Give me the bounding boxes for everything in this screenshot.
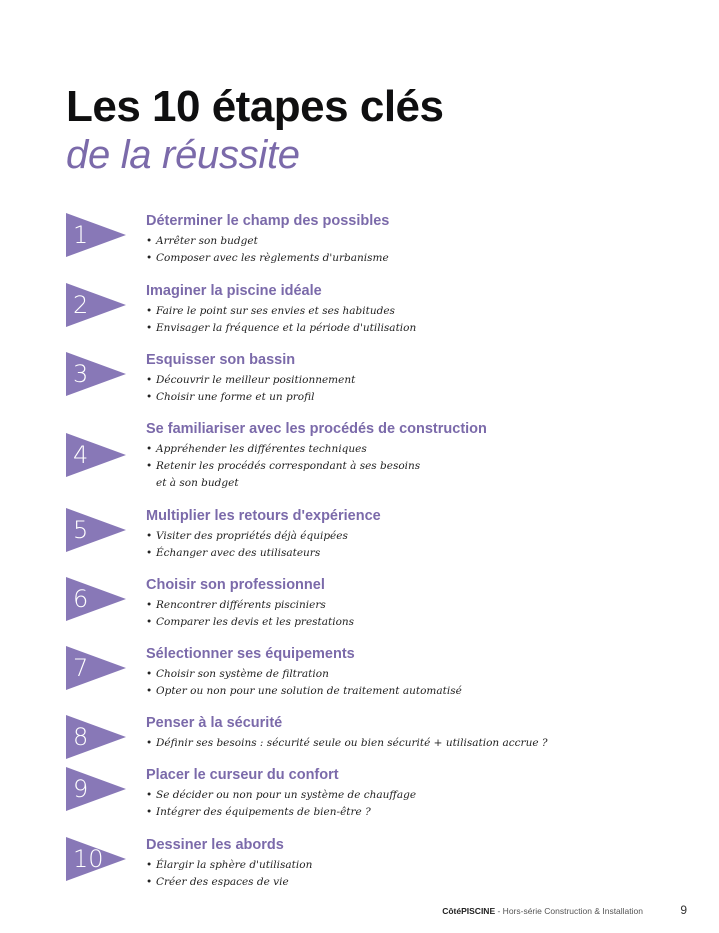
step-bullets xyxy=(146,233,666,267)
list-item: • Rencontrer différents pisciniers xyxy=(146,597,666,614)
list-item: • Échanger avec des utilisateurs xyxy=(146,545,666,562)
step-flag xyxy=(66,213,126,257)
step-number: 1 xyxy=(73,221,89,249)
step-bullets xyxy=(146,857,666,891)
step-bullets xyxy=(146,735,666,752)
step-content xyxy=(146,577,666,631)
step-bullets xyxy=(146,597,666,631)
list-item-continuation: et à son budget xyxy=(156,477,239,490)
step-flag xyxy=(66,837,126,881)
step-flag xyxy=(66,433,126,477)
list-item: • Envisager la fréquence et la période d'utilisation xyxy=(146,320,666,337)
step-content xyxy=(146,646,666,700)
step-title: Imaginer la piscine idéale xyxy=(146,283,322,299)
step-flag xyxy=(66,767,126,811)
list-item: • Retenir les procédés correspondant à ses besoins xyxy=(146,458,666,475)
list-item: • Composer avec les règlements d'urbanisme xyxy=(146,250,666,267)
step-bullets xyxy=(146,441,666,492)
step-number: 7 xyxy=(73,654,89,682)
list-item: • Se décider ou non pour un système de chauffage xyxy=(146,787,666,804)
step-content xyxy=(146,837,666,891)
step-content xyxy=(146,715,666,752)
step-title: Dessiner les abords xyxy=(146,837,284,853)
step-content xyxy=(146,283,666,337)
step-number: 4 xyxy=(73,441,89,469)
list-item: • Choisir une forme et un profil xyxy=(146,389,666,406)
step-title: Sélectionner ses équipements xyxy=(146,646,355,662)
step-bullets xyxy=(146,303,666,337)
step-bullets xyxy=(146,666,666,700)
footer-brand xyxy=(442,906,643,916)
step-title: Placer le curseur du confort xyxy=(146,767,339,783)
step-bullets xyxy=(146,372,666,406)
list-item: • Comparer les devis et les prestations xyxy=(146,614,666,631)
step-content xyxy=(146,508,666,562)
step-number: 3 xyxy=(73,360,89,388)
list-item: • Définir ses besoins : sécurité seule ou bien sécurité + utilisation accrue ? xyxy=(146,735,666,752)
list-item: • Faire le point sur ses envies et ses habitudes xyxy=(146,303,666,320)
list-item: • Intégrer des équipements de bien-être ? xyxy=(146,804,666,821)
step-number: 2 xyxy=(73,291,89,319)
step-number: 9 xyxy=(73,775,89,803)
step-flag xyxy=(66,715,126,759)
footer-edition: - Hors-série Construction & Installation xyxy=(495,906,643,916)
list-item: • Opter ou non pour une solution de traitement automatisé xyxy=(146,683,666,700)
list-item: • Appréhender les différentes techniques xyxy=(146,441,666,458)
step-title: Se familiariser avec les procédés de construction xyxy=(146,421,487,437)
step-title: Choisir son professionnel xyxy=(146,577,325,593)
step-content xyxy=(146,421,666,492)
list-item: • Créer des espaces de vie xyxy=(146,874,666,891)
step-flag xyxy=(66,352,126,396)
step-content xyxy=(146,213,666,267)
step-number: 6 xyxy=(73,585,89,613)
step-number: 10 xyxy=(73,845,104,873)
list-item: • Visiter des propriétés déjà équipées xyxy=(146,528,666,545)
step-title: Déterminer le champ des possibles xyxy=(146,213,390,229)
step-title: Penser à la sécurité xyxy=(146,715,283,731)
page-number: 9 xyxy=(680,903,687,917)
step-flag xyxy=(66,508,126,552)
step-number: 8 xyxy=(73,723,89,751)
step-flag xyxy=(66,577,126,621)
page-title: Les 10 étapes clés xyxy=(66,82,444,131)
page-footer xyxy=(0,902,719,922)
step-content xyxy=(146,352,666,406)
step-flag xyxy=(66,646,126,690)
page-subtitle: de la réussite xyxy=(66,132,300,177)
step-flag xyxy=(66,283,126,327)
footer-brand-name: CôtéPISCINE xyxy=(442,906,496,916)
step-content xyxy=(146,767,666,821)
step-title: Esquisser son bassin xyxy=(146,352,296,368)
step-number: 5 xyxy=(73,516,89,544)
step-bullets xyxy=(146,528,666,562)
list-item: • Élargir la sphère d'utilisation xyxy=(146,857,666,874)
step-bullets xyxy=(146,787,666,821)
list-item: • Arrêter son budget xyxy=(146,233,666,250)
list-item: • Choisir son système de filtration xyxy=(146,666,666,683)
list-item: • Découvrir le meilleur positionnement xyxy=(146,372,666,389)
step-title: Multiplier les retours d'expérience xyxy=(146,508,381,524)
